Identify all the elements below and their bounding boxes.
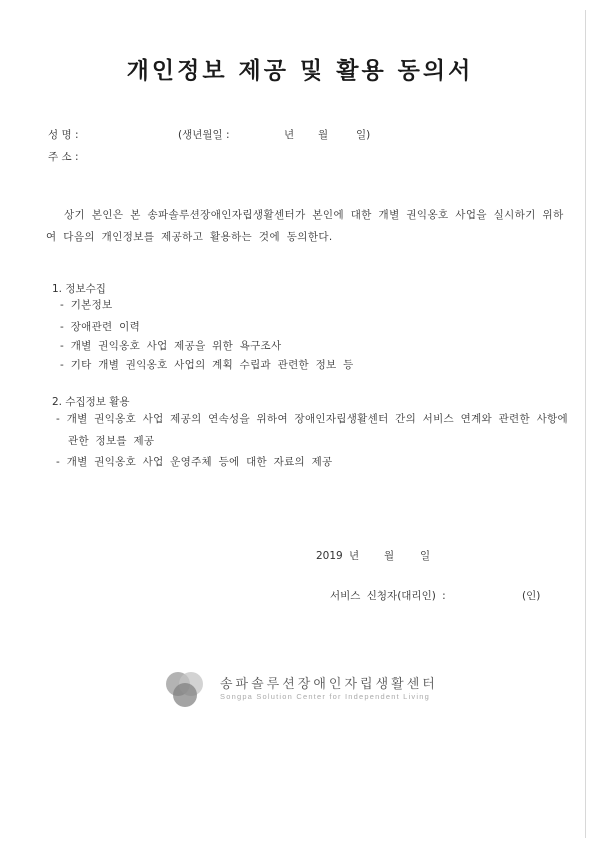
center-logo <box>160 665 460 715</box>
address-label: 주 소 : <box>48 151 79 163</box>
birth-year-unit: 년 <box>284 129 295 141</box>
scan-edge-line <box>585 10 586 838</box>
signature-day: 일 <box>420 550 431 562</box>
list-item: - 기타 개별 권익옹호 사업의 계획 수립과 관련한 정보 등 <box>60 359 354 371</box>
signature-month: 월 <box>384 550 395 562</box>
section-title-info-collection: 1. 정보수집 <box>52 283 106 295</box>
signature-year: 2019 년 <box>316 550 360 562</box>
list-item: - 개별 권익옹호 사업 제공의 연속성을 위하여 장애인자립생활센터 간의 서비스 연계와 관련한 사항에 관한 정보를 제공 <box>56 413 568 447</box>
list-item: - 개별 권익옹호 사업 운영주체 등에 대한 자료의 제공 <box>56 456 333 468</box>
list-item: - 기본정보 <box>60 299 113 311</box>
list-item: - 개별 권익옹호 사업 제공을 위한 욕구조사 <box>60 340 282 352</box>
logo-subtitle: Songpa Solution Center for Independent Living <box>220 692 430 701</box>
section-title-info-usage: 2. 수집정보 활용 <box>52 396 130 408</box>
birth-day-unit: 일) <box>356 129 371 141</box>
logo-name: 송파솔루션장애인자립생활센터 <box>220 677 438 692</box>
applicant-signature-label: 서비스 신청자(대리인) : <box>330 590 446 602</box>
birth-date-label: (생년월일 : <box>178 129 230 141</box>
birth-month-unit: 월 <box>318 129 329 141</box>
logo-circles-icon <box>160 667 212 711</box>
list-item: - 장애관련 이력 <box>60 321 141 333</box>
document-title: 개인정보 제공 및 활용 동의서 <box>126 58 474 84</box>
seal-mark: (인) <box>522 590 541 602</box>
name-label: 성 명 : <box>48 129 79 141</box>
consent-statement: 상기 본인은 본 송파솔루션장애인자립생활센터가 본인에 대한 개별 권익옹호 사업을 실시하기 위하여 다음의 개인정보를 제공하고 활용하는 것에 동의한다. <box>46 209 564 243</box>
